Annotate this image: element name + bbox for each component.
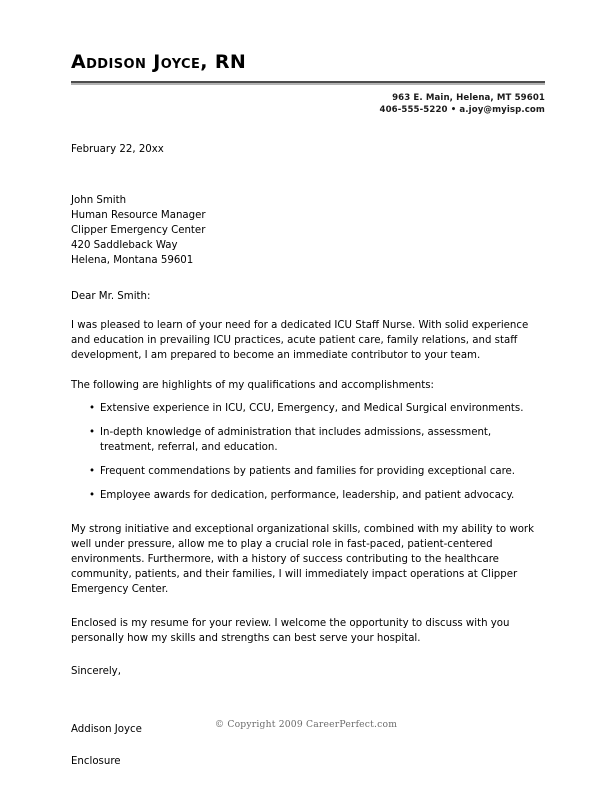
signature-name: Addison Joyce	[71, 723, 142, 735]
bullet-icon: •	[89, 490, 96, 502]
list-item-text: Employee awards for dedication, performance, leadership, and patient advocacy.	[100, 490, 515, 502]
salutation: Dear Mr. Smith:	[71, 290, 151, 302]
letterhead-divider	[71, 81, 545, 85]
contact-block	[71, 92, 545, 117]
list-item	[71, 489, 545, 504]
enclosure-note: Enclosure	[71, 755, 121, 767]
recipient-name: John Smith	[71, 194, 127, 206]
bullet-icon: •	[89, 403, 96, 415]
recipient-address-block	[71, 194, 545, 269]
list-item-text: Extensive experience in ICU, CCU, Emergency, and Medical Surgical environments.	[100, 403, 524, 415]
closing-salutation: Sincerely,	[71, 666, 121, 678]
contact-phone-email: 406-555-5220 • a.joy@myisp.com	[379, 105, 545, 116]
letterhead-name: Addison Joyce, RN	[71, 51, 247, 73]
paragraph-opening: I was pleased to learn of your need for a dedicated ICU Staff Nurse. With solid experience and education in prevailing ICU practices, acute patient care, family relations, and staff development, I am prepared to become an immediate contributor to your team.	[71, 320, 529, 362]
list-item	[71, 465, 545, 480]
list-item	[71, 402, 545, 417]
bullet-icon: •	[89, 427, 96, 439]
bullet-icon: •	[89, 466, 96, 478]
recipient-city-state-zip: Helena, Montana 59601	[71, 254, 194, 266]
list-item	[71, 426, 545, 456]
contact-address: 963 E. Main, Helena, MT 59601	[392, 92, 545, 103]
highlights-intro: The following are highlights of my qualifications and accomplishments:	[71, 380, 434, 392]
recipient-street: 420 Saddleback Way	[71, 239, 178, 251]
footer-copyright: © Copyright 2009 CareerPerfect.com	[214, 719, 398, 730]
list-item-text: Frequent commendations by patients and families for providing exceptional care.	[100, 466, 516, 478]
list-item-text: In-depth knowledge of administration that includes admissions, assessment, treatment, referral, and education.	[100, 427, 492, 454]
letter-date: February 22, 20xx	[71, 143, 164, 155]
paragraph-closing: Enclosed is my resume for your review. I welcome the opportunity to discuss with you personally how my skills and strengths can best serve your hospital.	[71, 618, 510, 645]
paragraph-strengths: My strong initiative and exceptional organizational skills, combined with my ability to work well under pressure, allow me to play a crucial role in fast-paced, patient-centered environments. Furthermore, with a history of success contributing to the healthcare community, patients, and their families, I will immediately impact operations at Clipper Emergency Center.	[71, 524, 535, 596]
qualifications-list	[71, 402, 545, 504]
letter-body	[71, 52, 545, 769]
recipient-title: Human Resource Manager	[71, 209, 206, 221]
recipient-company: Clipper Emergency Center	[71, 224, 206, 236]
